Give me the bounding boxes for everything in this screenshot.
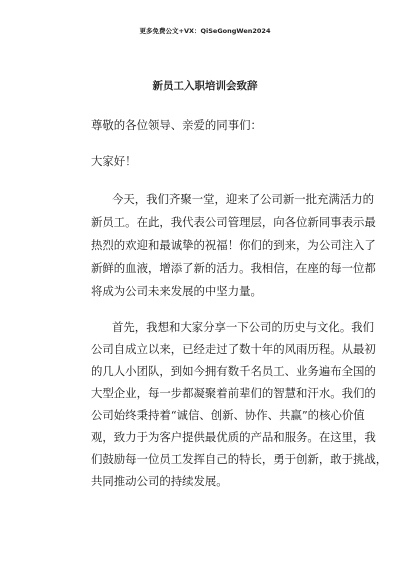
paragraph-2-line-5: 公司始终秉持着“诚信、创新、协作、共赢”的核心价值 <box>91 408 365 422</box>
paragraph-1-line-3: 热烈的欢迎和最诚挚的祝福！你们的到来，为公司注入了 <box>91 238 376 252</box>
paragraph-1-line-4: 新鲜的血液，增添了新的活力。我相信，在座的每一位都 <box>91 261 376 275</box>
paragraph-2-line-8: 共同推动公司的持续发展。 <box>91 474 228 488</box>
paragraph-2-line-7: 们鼓励每一位员工发挥自己的特长，勇于创新，敢于挑战， <box>91 452 388 466</box>
paragraph-1-line-5: 将成为公司未来发展的中坚力量。 <box>91 284 262 298</box>
paragraph-2-line-2: 公司自成立以来，已经走过了数十年的风雨历程。从最初 <box>91 342 376 356</box>
paragraph-2-line-3: 的几人小团队，到如今拥有数千名员工、业务遍布全国的 <box>91 364 376 378</box>
salutation: 尊敬的各位领导、亲爱的同事们： <box>91 118 262 132</box>
header-note: 更多免费公文+VX：QiSeGongWen2024 <box>139 27 271 35</box>
paragraph-1-line-1: 今天，我们齐聚一堂，迎来了公司新一批充满活力的 <box>112 192 374 206</box>
paragraph-2-line-4: 大型企业，每一步都凝聚着前辈们的智慧和汗水。我们的 <box>91 386 376 400</box>
paragraph-1-line-2: 新员工。在此，我代表公司管理层，向各位新同事表示最 <box>91 215 376 229</box>
greeting: 大家好！ <box>91 154 137 168</box>
document-title: 新员工入职培训会致辞 <box>152 80 258 92</box>
paragraph-2-line-1: 首先，我想和大家分享一下公司的历史与文化。我们 <box>112 320 374 334</box>
paragraph-2-line-6: 观，致力于为客户提供最优质的产品和服务。在这里，我 <box>91 430 376 444</box>
